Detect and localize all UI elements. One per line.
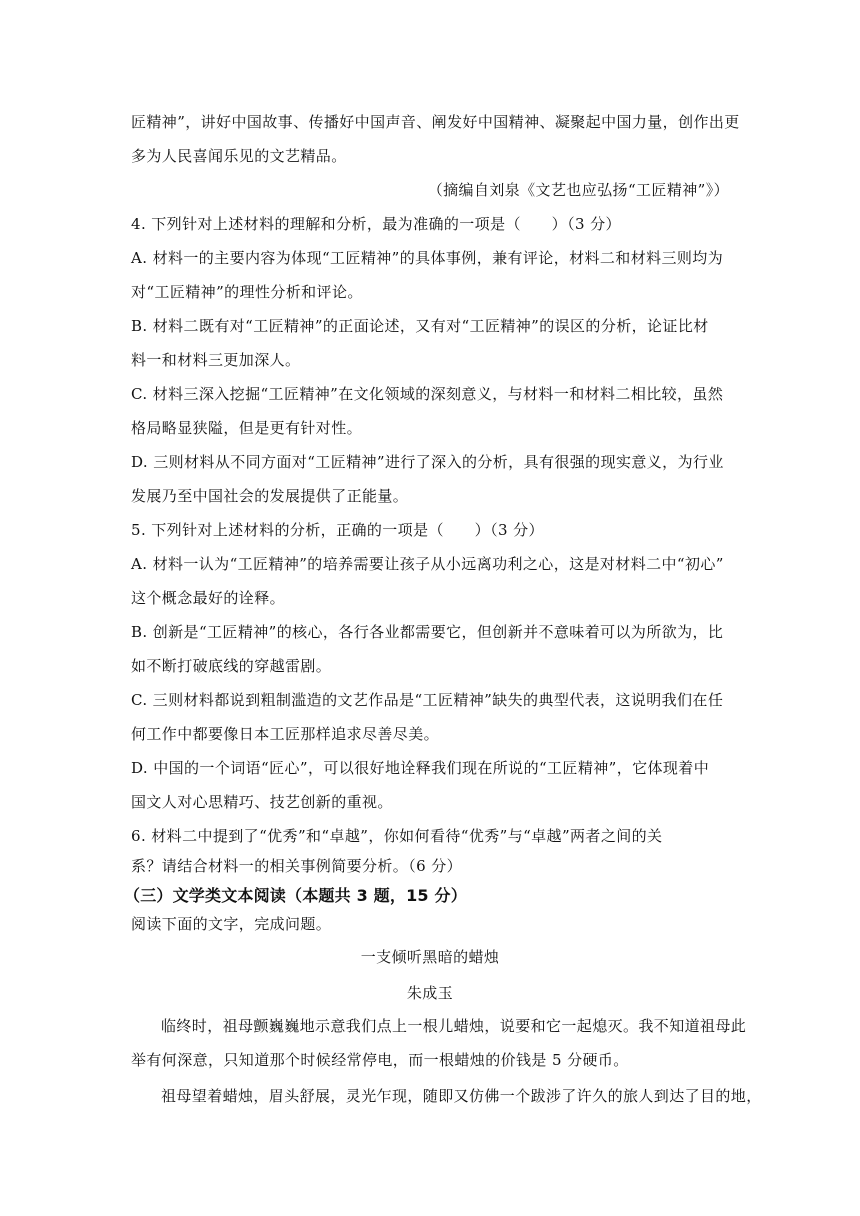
q5-option-b-line-1: B. 创新是“工匠精神”的核心，各行各业都需要它，但创新并不意味着可以为所欲为，比 xyxy=(131,623,724,641)
section-heading: （三）文学类文本阅读（本题共 3 题，15 分） xyxy=(124,886,467,905)
q6-line-1: 6. 材料二中提到了“优秀”和“卓越”，你如何看待“优秀”与“卓越”两者之间的关 xyxy=(131,827,663,845)
paragraph-2-line-1: 祖母望着蜡烛，眉头舒展，灵光乍现，随即又仿佛一个跋涉了许久的旅人到达了目的地， xyxy=(161,1087,762,1105)
q4-option-c-line-1: C. 材料三深入挖掘“工匠精神”在文化领域的深刻意义，与材料一和材料二相比较，虽然 xyxy=(131,385,724,403)
q4-option-a-line-2: 对“工匠精神”的理性分析和评论。 xyxy=(131,283,363,301)
q4-stem: 4. 下列针对上述材料的理解和分析，最为准确的一项是（ ）（3 分） xyxy=(131,215,621,233)
q5-stem: 5. 下列针对上述材料的分析，正确的一项是（ ）（3 分） xyxy=(131,521,544,539)
q5-option-a-line-2: 这个概念最好的诠释。 xyxy=(131,589,286,607)
story-author: 朱成玉 xyxy=(406,984,454,1002)
story-title: 一支倾听黑暗的蜡烛 xyxy=(360,948,500,966)
q5-option-d-line-1: D. 中国的一个词语“匠心”，可以很好地诠释我们现在所说的“工匠精神”，它体现着中 xyxy=(131,759,710,777)
q4-option-c-line-2: 格局略显狭隘，但是更有针对性。 xyxy=(131,419,363,437)
q4-option-a-line-1: A. 材料一的主要内容为体现“工匠精神”的具体事例，兼有评论，材料二和材料三则均为 xyxy=(131,249,724,267)
q4-option-b-line-2: 料一和材料三更加深人。 xyxy=(131,351,301,369)
q5-option-c-line-1: C. 三则材料都说到粗制滥造的文艺作品是“工匠精神”缺失的典型代表，这说明我们在任 xyxy=(131,691,724,709)
material-end-line-1: 匠精神”，讲好中国故事、传播好中国声音、阐发好中国精神、凝聚起中国力量，创作出更 xyxy=(131,113,740,131)
material-source: （摘编自刘泉《文艺也应弘扬“工匠精神”》） xyxy=(427,181,729,199)
material-end-line-2: 多为人民喜闻乐见的文艺精品。 xyxy=(131,147,347,165)
paragraph-1-line-2: 举有何深意，只知道那个时候经常停电，而一根蜡烛的价钱是 5 分硬币。 xyxy=(131,1051,629,1069)
paragraph-1-line-1: 临终时，祖母颤巍巍地示意我们点上一根儿蜡烛，说要和它一起熄灭。我不知道祖母此 xyxy=(161,1017,747,1035)
q4-option-b-line-1: B. 材料二既有对“工匠精神”的正面论述，又有对“工匠精神”的误区的分析，论证比材 xyxy=(131,317,709,335)
q5-option-c-line-2: 何工作中都要像日本工匠那样追求尽善尽美。 xyxy=(131,725,440,743)
q5-option-d-line-2: 国文人对心思精巧、技艺创新的重视。 xyxy=(131,793,393,811)
section-instruction: 阅读下面的文字，完成问题。 xyxy=(131,915,332,933)
q5-option-a-line-1: A. 材料一认为“工匠精神”的培养需要让孩子从小远离功利之心，这是对材料二中“初心” xyxy=(131,555,724,573)
q4-option-d-line-1: D. 三则材料从不同方面对“工匠精神”进行了深入的分析，具有很强的现实意义，为行业 xyxy=(131,453,724,471)
q6-line-2: 系？请结合材料一的相关事例简要分析。（6 分） xyxy=(131,857,463,875)
q4-option-d-line-2: 发展乃至中国社会的发展提供了正能量。 xyxy=(131,487,409,505)
q5-option-b-line-2: 如不断打破底线的穿越雷剧。 xyxy=(131,657,332,675)
